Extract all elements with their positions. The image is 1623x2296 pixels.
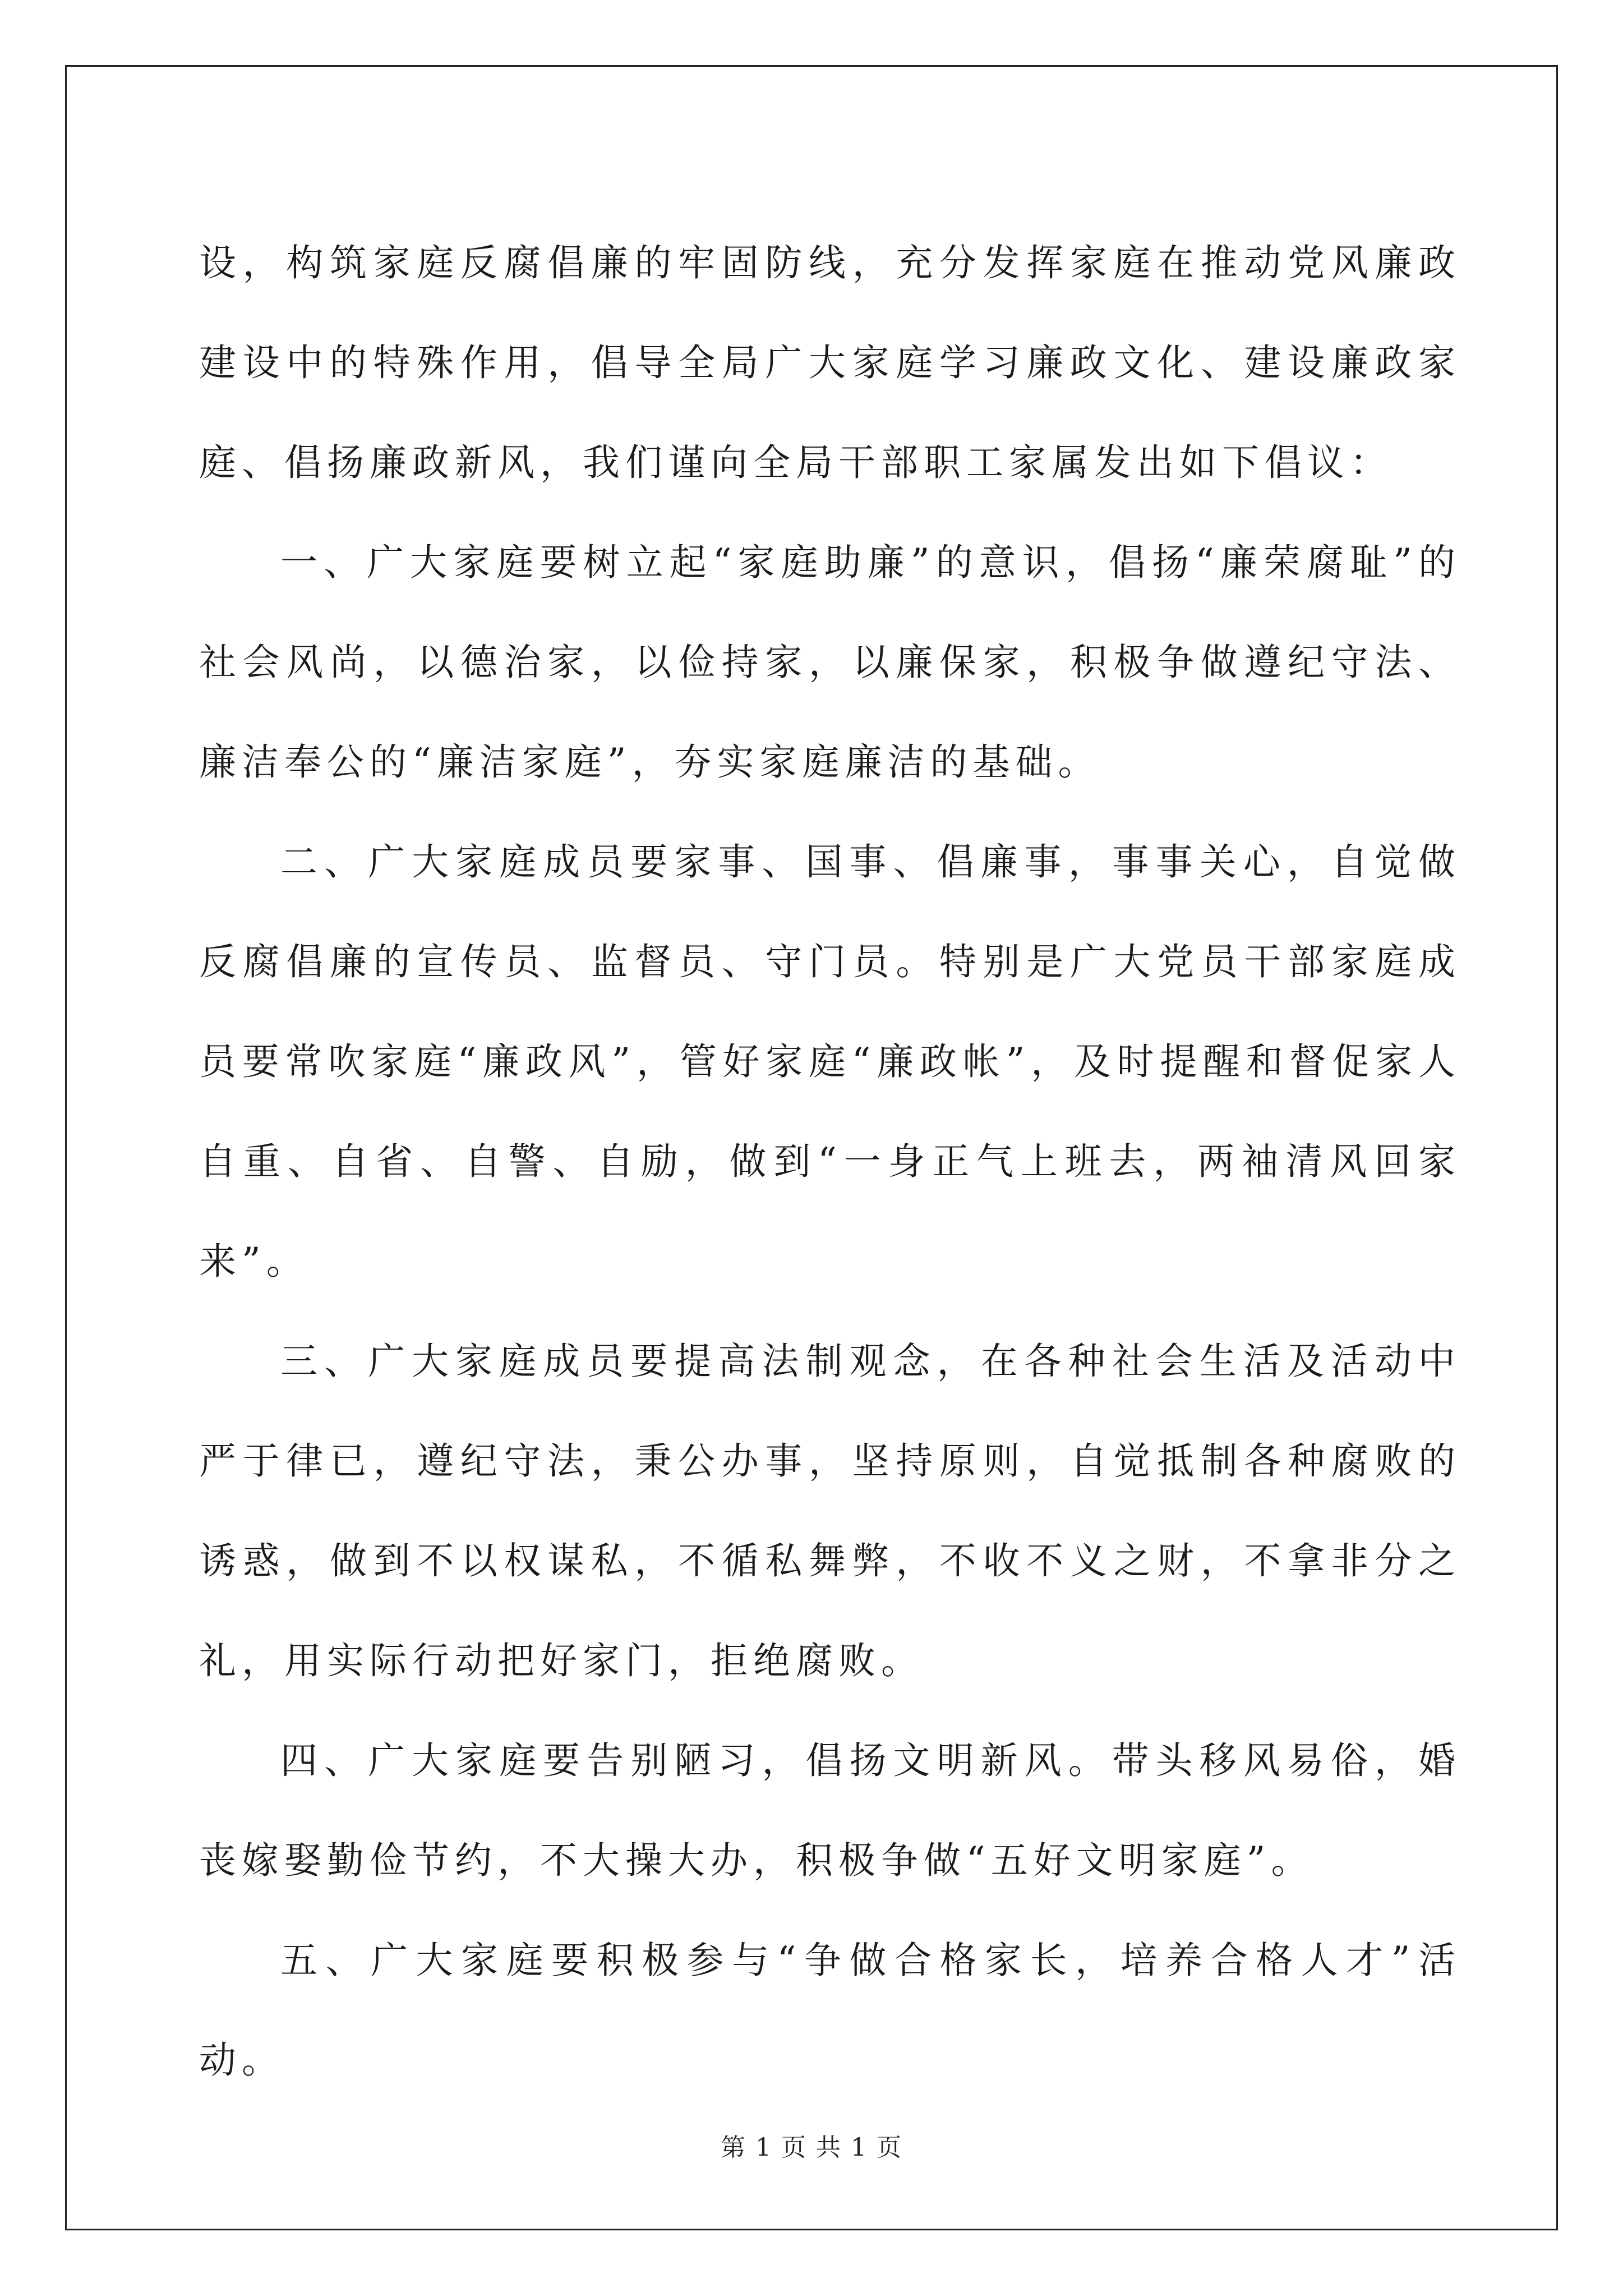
paragraph-item-4: 四、广大家庭要告别陋习，倡扬文明新风。带头移风易俗，婚丧嫁娶勤俭节约，不大操大办，积极争做“五好文明家庭”。 [199, 1739, 1461, 1882]
paragraph-item-3: 三、广大家庭成员要提高法制观念，在各种社会生活及活动中严于律已，遵纪守法，秉公办事，坚持原则，自觉抵制各种腐败的诱惑，做到不以权谋私，不循私舞弊，不收不义之财，不拿非分之礼，用实际行动把好家门，拒绝腐败。 [199, 1340, 1461, 1682]
document-body [199, 213, 1461, 2110]
page-number-footer: 第 1 页 共 1 页 [721, 2133, 902, 2162]
paragraph-intro: 设，构筑家庭反腐倡廉的牢固防线，充分发挥家庭在推动党风廉政建设中的特殊作用，倡导全局广大家庭学习廉政文化、建设廉政家庭、倡扬廉政新风，我们谨向全局干部职工家属发出如下倡议： [199, 241, 1461, 484]
paragraph-item-2: 二、广大家庭成员要家事、国事、倡廉事，事事关心，自觉做反腐倡廉的宣传员、监督员、守门员。特别是广大党员干部家庭成员要常吹家庭“廉政风”，管好家庭“廉政帐”，及时提醒和督促家人自重、自省、自警、自励，做到“一身正气上班去，两袖清风回家来”。 [199, 840, 1461, 1283]
paragraph-item-5: 五、广大家庭要积极参与“争做合格家长，培养合格人才”活动。 [199, 1939, 1461, 2082]
paragraph-item-1: 一、广大家庭要树立起“家庭助廉”的意识，倡扬“廉荣腐耻”的社会风尚，以德治家，以俭持家，以廉保家，积极争做遵纪守法、廉洁奉公的“廉洁家庭”，夯实家庭廉洁的基础。 [199, 541, 1461, 784]
